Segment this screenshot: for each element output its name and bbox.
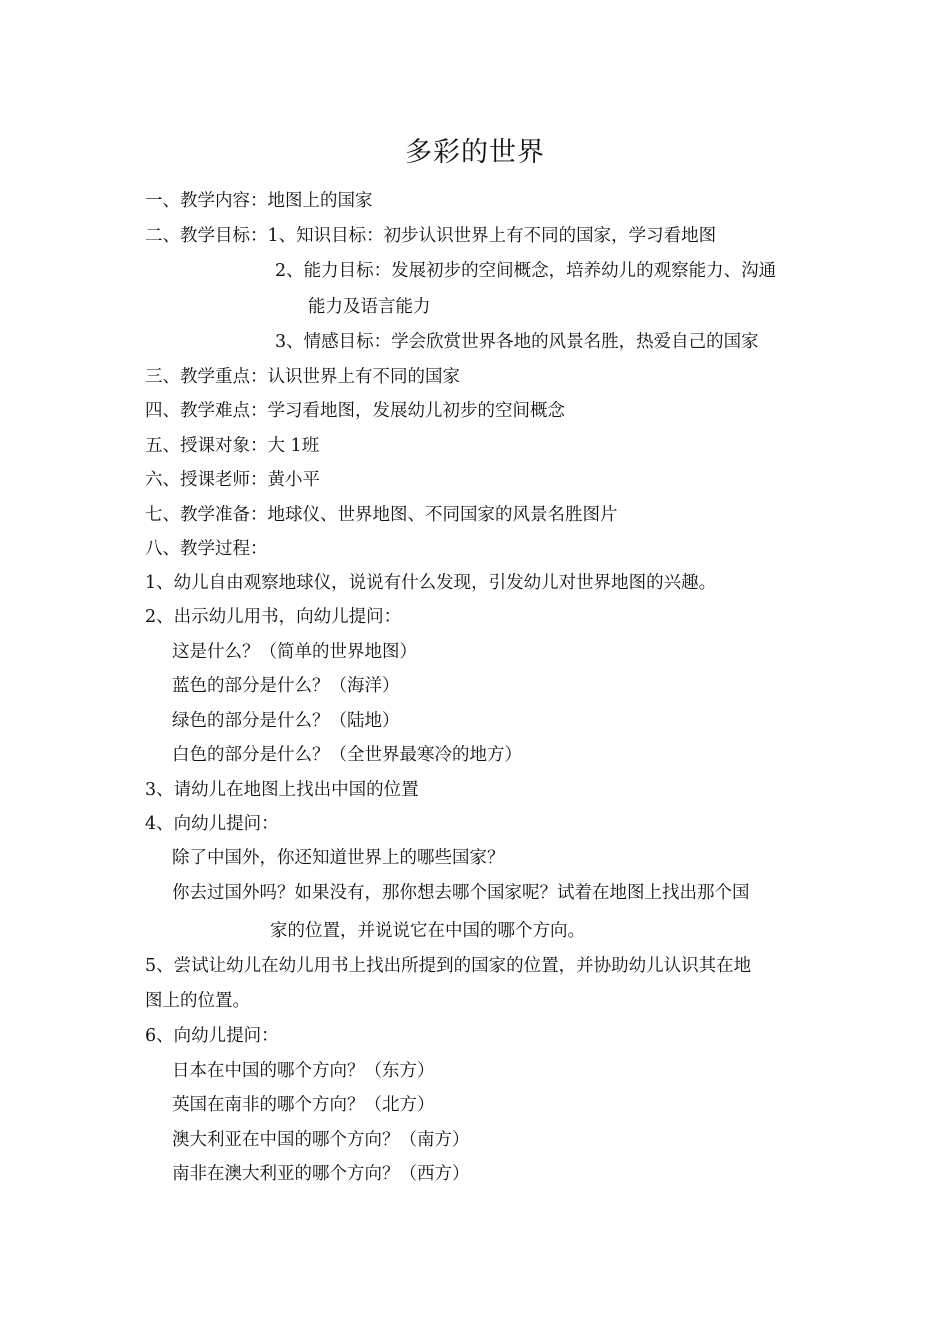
text-line: 二、教学目标：1、知识目标：初步认识世界上有不同的国家，学习看地图 bbox=[145, 226, 717, 246]
text-line: 绿色的部分是什么？（陆地） bbox=[172, 711, 400, 731]
text-line: 1、幼儿自由观察地球仪，说说有什么发现，引发幼儿对世界地图的兴趣。 bbox=[145, 573, 717, 593]
text-line: 家的位置，并说说它在中国的哪个方向。 bbox=[270, 921, 585, 941]
text-line: 2、能力目标：发展初步的空间概念，培养幼儿的观察能力、沟通 bbox=[275, 261, 777, 281]
text-line: 英国在南非的哪个方向？（北方） bbox=[172, 1095, 435, 1115]
text-line: 白色的部分是什么？（全世界最寒冷的地方） bbox=[172, 745, 522, 765]
text-line: 3、情感目标：学会欣赏世界各地的风景名胜，热爱自己的国家 bbox=[275, 332, 759, 352]
document-title: 多彩的世界 bbox=[405, 137, 545, 168]
text-line: 能力及语言能力 bbox=[308, 297, 431, 317]
text-line: 日本在中国的哪个方向？（东方） bbox=[172, 1061, 435, 1081]
text-line: 澳大利亚在中国的哪个方向？（南方） bbox=[172, 1130, 470, 1150]
text-line: 七、教学准备：地球仪、世界地图、不同国家的风景名胜图片 bbox=[145, 505, 618, 525]
text-line: 四、教学难点：学习看地图，发展幼儿初步的空间概念 bbox=[145, 401, 565, 421]
text-line: 六、授课老师：黄小平 bbox=[145, 470, 320, 490]
text-line: 蓝色的部分是什么？（海洋） bbox=[172, 676, 400, 696]
text-line: 4、向幼儿提问： bbox=[145, 814, 279, 834]
text-line: 八、教学过程： bbox=[145, 539, 268, 559]
text-line: 三、教学重点：认识世界上有不同的国家 bbox=[145, 367, 460, 387]
text-line: 图上的位置。 bbox=[145, 991, 250, 1011]
text-line: 除了中国外，你还知道世界上的哪些国家？ bbox=[172, 848, 505, 868]
text-line: 5、尝试让幼儿在幼儿用书上找出所提到的国家的位置，并协助幼儿认识其在地 bbox=[145, 956, 752, 976]
text-line: 你去过国外吗？如果没有，那你想去哪个国家呢？试着在地图上找出那个国 bbox=[172, 883, 750, 903]
text-line: 3、请幼儿在地图上找出中国的位置 bbox=[145, 780, 419, 800]
text-line: 南非在澳大利亚的哪个方向？（西方） bbox=[172, 1164, 470, 1184]
text-line: 这是什么？（简单的世界地图） bbox=[172, 642, 417, 662]
text-line: 五、授课对象：大 1班 bbox=[145, 436, 320, 456]
text-line: 2、出示幼儿用书，向幼儿提问： bbox=[145, 607, 402, 627]
text-line: 一、教学内容：地图上的国家 bbox=[145, 191, 373, 211]
text-line: 6、向幼儿提问： bbox=[145, 1026, 279, 1046]
